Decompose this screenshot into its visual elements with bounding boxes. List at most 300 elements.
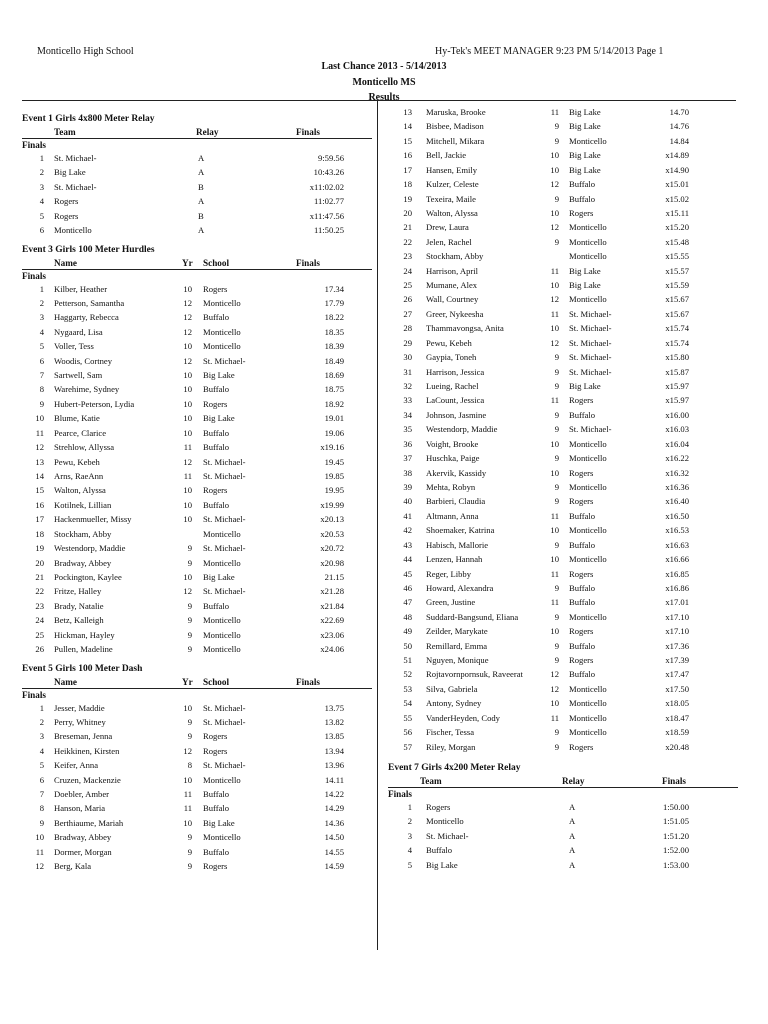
result-row: [22, 600, 372, 614]
cell-mark: 1:51.20: [662, 830, 689, 841]
cell-place: 19: [403, 193, 412, 204]
cell-place: 26: [35, 644, 44, 655]
cell-mark: x22.69: [320, 615, 344, 626]
cell-place: 6: [39, 225, 44, 236]
cell-school: Monticello: [569, 251, 607, 262]
cell-mark: 19.95: [324, 485, 344, 496]
result-row: [22, 224, 372, 238]
result-row: [388, 625, 738, 639]
event-header: [22, 257, 372, 270]
cell-place: 38: [403, 467, 412, 478]
cell-name: Howard, Alexandra: [426, 582, 494, 593]
cell-name: Breseman, Jenna: [54, 731, 113, 742]
cell-yr: 10: [183, 702, 192, 713]
result-row: [388, 467, 738, 481]
school-name: Monticello High School: [37, 46, 134, 57]
cell-team: St. Michael-: [54, 181, 97, 192]
cell-yr: 10: [550, 164, 559, 175]
cell-school: Buffalo: [203, 846, 230, 857]
cell-yr: 9: [554, 381, 559, 392]
cell-name: Gaypia, Toneh: [426, 352, 477, 363]
cell-place: 6: [39, 355, 44, 366]
result-row: [22, 441, 372, 455]
cell-place: 10: [35, 413, 44, 424]
event-title: Event 5 Girls 100 Meter Dash: [22, 663, 143, 674]
result-row: [22, 152, 372, 166]
result-row: [388, 250, 738, 264]
cell-school: Rogers: [569, 741, 594, 752]
cell-name: Berg, Kala: [54, 861, 92, 872]
col-relay: Relay: [196, 127, 219, 137]
cell-place: 23: [403, 251, 412, 262]
event-title: Event 7 Girls 4x200 Meter Relay: [388, 762, 521, 773]
cell-mark: 18.92: [324, 398, 344, 409]
cell-name: Bisbee, Madison: [426, 121, 484, 132]
cell-yr: 9: [554, 640, 559, 651]
cell-mark: x15.80: [665, 352, 689, 363]
cell-mark: x15.20: [665, 222, 689, 233]
cell-yr: 9: [187, 557, 192, 568]
cell-place: 46: [403, 582, 412, 593]
result-row: [388, 149, 738, 163]
cell-mark: x17.10: [665, 626, 689, 637]
cell-mark: 14.11: [324, 774, 344, 785]
cell-name: Thammavongsa, Anita: [426, 323, 504, 334]
result-row: [22, 860, 372, 874]
cell-school: Monticello: [569, 698, 607, 709]
cell-mark: x16.40: [665, 496, 689, 507]
cell-school: St. Michael-: [569, 424, 612, 435]
result-row: [22, 528, 372, 542]
cell-school: Rogers: [569, 568, 594, 579]
cell-name: Heikkinen, Kirsten: [54, 745, 120, 756]
cell-mark: 13.96: [324, 760, 344, 771]
cell-relay: A: [198, 225, 205, 236]
cell-mark: x16.66: [665, 554, 689, 565]
cell-mark: x17.10: [665, 611, 689, 622]
cell-place: 35: [403, 424, 412, 435]
cell-school: St. Michael-: [569, 337, 612, 348]
cell-name: Walton, Alyssa: [54, 485, 106, 496]
cell-mark: 14.59: [324, 861, 344, 872]
cell-place: 52: [403, 669, 412, 680]
cell-yr: 12: [183, 745, 192, 756]
cell-name: Bell, Jackie: [426, 150, 467, 161]
cell-school: Big Lake: [569, 107, 601, 117]
cell-team: Rogers: [54, 210, 79, 221]
results-list: [22, 283, 372, 658]
cell-school: Monticello: [203, 615, 241, 626]
cell-place: 17: [35, 514, 44, 525]
cell-school: Monticello: [569, 611, 607, 622]
cell-yr: 11: [183, 803, 192, 814]
cell-place: 6: [39, 774, 44, 785]
cell-place: 28: [403, 323, 412, 334]
cell-mark: x15.87: [665, 366, 689, 377]
cell-yr: 10: [183, 427, 192, 438]
result-row: [388, 394, 738, 408]
cell-yr: 10: [550, 554, 559, 565]
cell-mark: 14.50: [324, 832, 344, 843]
cell-name: Stockham, Abby: [426, 251, 484, 262]
cell-school: Big Lake: [203, 571, 235, 582]
event-5: [22, 662, 372, 875]
cell-place: 39: [403, 481, 412, 492]
cell-school: Rogers: [569, 626, 594, 637]
cell-name: Fritze, Halley: [54, 586, 102, 597]
cell-place: 14: [403, 121, 412, 132]
result-row: [388, 322, 738, 336]
cell-place: 25: [403, 280, 412, 291]
cell-place: 1: [39, 153, 44, 163]
cell-mark: x15.67: [665, 308, 689, 319]
cell-school: Buffalo: [203, 427, 230, 438]
result-row: [22, 745, 372, 759]
cell-school: Monticello: [203, 326, 241, 337]
cell-place: 15: [403, 135, 412, 146]
section-label: Finals: [388, 788, 412, 799]
cell-mark: x16.03: [665, 424, 689, 435]
cell-place: 22: [35, 586, 44, 597]
cell-name: Voller, Tess: [54, 341, 94, 352]
cell-mark: 13.94: [324, 745, 344, 756]
cell-relay: A: [198, 167, 205, 178]
cell-place: 12: [35, 442, 44, 453]
cell-name: Nguyen, Monique: [426, 655, 489, 666]
result-row: [22, 297, 372, 311]
cell-place: 49: [403, 626, 412, 637]
cell-place: 4: [39, 745, 44, 756]
cell-yr: 9: [554, 236, 559, 247]
cell-yr: 9: [187, 832, 192, 843]
result-row: [388, 844, 738, 858]
cell-mark: x20.48: [665, 741, 689, 752]
cell-mark: 13.85: [324, 731, 344, 742]
cell-school: Rogers: [203, 731, 228, 742]
results-heading: Results: [368, 92, 400, 103]
cell-yr: 9: [554, 352, 559, 363]
cell-mark: x20.98: [320, 557, 344, 568]
cell-yr: 11: [550, 107, 559, 117]
cell-place: 5: [39, 760, 44, 771]
result-row: [22, 166, 372, 180]
cell-name: VanderHeyden, Cody: [426, 712, 500, 723]
cell-mark: x19.99: [320, 499, 344, 510]
cell-place: 2: [39, 716, 44, 727]
cell-place: 24: [35, 615, 44, 626]
cell-relay: A: [569, 845, 576, 856]
cell-name: Jelen, Rachel: [426, 236, 472, 247]
results-list-continued: [388, 106, 738, 755]
cell-place: 5: [39, 210, 44, 221]
cell-name: Maruska, Brooke: [426, 107, 486, 117]
cell-name: Lenzen, Hannah: [426, 554, 483, 565]
cell-place: 57: [403, 741, 412, 752]
cell-name: Pewu, Kebeh: [426, 337, 472, 348]
cell-place: 40: [403, 496, 412, 507]
cell-yr: 10: [550, 280, 559, 291]
cell-name: Pockington, Kaylee: [54, 571, 122, 582]
result-row: [388, 683, 738, 697]
cell-mark: x14.89: [665, 150, 689, 161]
cell-name: Bradway, Abbey: [54, 832, 112, 843]
cell-team: Monticello: [426, 816, 464, 827]
cell-yr: 10: [183, 774, 192, 785]
cell-mark: 21.15: [324, 571, 344, 582]
cell-school: Monticello: [569, 481, 607, 492]
cell-mark: x17.50: [665, 683, 689, 694]
cell-name: Mehta, Robyn: [426, 481, 476, 492]
cell-place: 37: [403, 453, 412, 464]
cell-yr: 9: [554, 366, 559, 377]
cell-school: St. Michael-: [569, 352, 612, 363]
col-finals: Finals: [296, 676, 320, 687]
cell-place: 13: [403, 107, 412, 117]
cell-name: Warehime, Sydney: [54, 384, 120, 395]
cell-place: 8: [39, 803, 44, 814]
cell-mark: x15.48: [665, 236, 689, 247]
cell-yr: 11: [550, 568, 559, 579]
cell-school: Monticello: [569, 554, 607, 565]
cell-team: Big Lake: [426, 859, 458, 870]
cell-yr: 9: [554, 496, 559, 507]
cell-mark: x17.01: [665, 597, 689, 608]
cell-name: Mitchell, Mikara: [426, 135, 485, 146]
cell-yr: 12: [183, 355, 192, 366]
event-3: [22, 243, 372, 658]
cell-name: Pullen, Madeline: [54, 644, 113, 655]
cell-mark: x24.06: [320, 644, 344, 655]
cell-mark: x21.28: [320, 586, 344, 597]
cell-yr: 12: [183, 312, 192, 323]
cell-school: Monticello: [569, 222, 607, 233]
header-rule: [22, 100, 736, 101]
result-row: [22, 817, 372, 831]
cell-team: Big Lake: [54, 167, 86, 178]
cell-place: 13: [35, 456, 44, 467]
cell-place: 4: [39, 196, 44, 207]
cell-mark: 11:02.77: [314, 196, 344, 207]
cell-mark: x18.59: [665, 727, 689, 738]
cell-school: Big Lake: [569, 381, 601, 392]
cell-mark: 10:43.26: [313, 167, 344, 178]
cell-school: Buffalo: [569, 669, 596, 680]
cell-mark: 18.69: [324, 370, 344, 381]
cell-name: Westendorp, Maddie: [54, 543, 126, 554]
cell-place: 26: [403, 294, 412, 305]
result-row: [388, 452, 738, 466]
cell-yr: 11: [550, 510, 559, 521]
meet-venue: Monticello MS: [352, 77, 416, 88]
result-row: [388, 539, 738, 553]
cell-yr: 10: [550, 698, 559, 709]
cell-yr: 12: [550, 669, 559, 680]
cell-yr: 10: [183, 499, 192, 510]
cell-place: 21: [35, 571, 44, 582]
result-row: [388, 409, 738, 423]
result-row: [22, 210, 372, 224]
cell-school: Monticello: [203, 341, 241, 352]
cell-yr: 10: [183, 283, 192, 294]
cell-mark: x15.74: [665, 337, 689, 348]
cell-school: Buffalo: [203, 803, 230, 814]
result-row: [388, 481, 738, 495]
cell-school: Rogers: [203, 398, 228, 409]
col-finals: Finals: [296, 127, 320, 137]
cell-place: 18: [403, 179, 412, 190]
cell-school: St. Michael-: [203, 456, 246, 467]
cell-name: Hansen, Emily: [426, 164, 478, 175]
cell-name: Voight, Brooke: [426, 438, 479, 449]
cell-mark: x16.86: [665, 582, 689, 593]
cell-place: 4: [39, 326, 44, 337]
cell-yr: 10: [183, 571, 192, 582]
cell-school: Big Lake: [569, 280, 601, 291]
cell-relay: B: [198, 181, 204, 192]
cell-school: Rogers: [569, 467, 594, 478]
cell-yr: 9: [187, 629, 192, 640]
cell-place: 14: [35, 471, 44, 482]
cell-place: 43: [403, 539, 412, 550]
cell-school: Big Lake: [569, 164, 601, 175]
cell-name: Perry, Whitney: [54, 716, 106, 727]
cell-place: 34: [403, 409, 412, 420]
cell-place: 18: [35, 528, 44, 539]
cell-school: Buffalo: [569, 193, 596, 204]
cell-place: 7: [39, 789, 44, 800]
cell-mark: x11:47.56: [309, 210, 344, 221]
cell-place: 33: [403, 395, 412, 406]
cell-name: Wall, Courtney: [426, 294, 479, 305]
cell-name: Green, Justine: [426, 597, 476, 608]
cell-mark: 1:53.00: [662, 859, 689, 870]
cell-place: 47: [403, 597, 412, 608]
cell-yr: 10: [183, 398, 192, 409]
cell-school: Buffalo: [203, 312, 230, 323]
cell-place: 44: [403, 554, 412, 565]
cell-school: Big Lake: [203, 413, 235, 424]
section-label: Finals: [22, 689, 46, 700]
column-divider: [377, 100, 378, 950]
cell-yr: 9: [187, 846, 192, 857]
cell-mark: 17.79: [324, 297, 344, 308]
result-row: [22, 585, 372, 599]
cell-yr: 9: [187, 615, 192, 626]
result-row: [22, 470, 372, 484]
cell-name: Nygaard, Lisa: [54, 326, 103, 337]
cell-place: 30: [403, 352, 412, 363]
cell-name: Riley, Morgan: [426, 741, 476, 752]
cell-school: Big Lake: [203, 817, 235, 828]
cell-name: Reger, Libby: [426, 568, 471, 579]
cell-mark: 19.06: [324, 427, 344, 438]
cell-school: Big Lake: [203, 370, 235, 381]
cell-mark: x15.01: [665, 179, 689, 190]
result-row: [22, 456, 372, 470]
cell-yr: 10: [183, 384, 192, 395]
cell-school: Buffalo: [569, 409, 596, 420]
cell-relay: A: [198, 196, 205, 207]
cell-mark: 19.45: [324, 456, 344, 467]
cell-mark: x15.97: [665, 395, 689, 406]
result-row: [388, 423, 738, 437]
cell-school: Rogers: [569, 655, 594, 666]
cell-yr: 8: [187, 760, 192, 771]
cell-name: Hanson, Maria: [54, 803, 106, 814]
cell-relay: A: [569, 816, 576, 827]
cell-school: St. Michael-: [203, 514, 246, 525]
col-relay: Relay: [562, 775, 585, 786]
cell-mark: x18.05: [665, 698, 689, 709]
cell-place: 50: [403, 640, 412, 651]
result-row: [22, 614, 372, 628]
result-row: [388, 668, 738, 682]
cell-yr: 10: [183, 485, 192, 496]
cell-school: Monticello: [569, 294, 607, 305]
col-yr: Yr: [182, 676, 193, 687]
cell-yr: 9: [554, 611, 559, 622]
result-row: [388, 611, 738, 625]
cell-place: 15: [35, 485, 44, 496]
result-row: [388, 207, 738, 221]
col-finals: Finals: [662, 775, 686, 786]
cell-mark: x20.53: [320, 528, 344, 539]
cell-place: 16: [403, 150, 412, 161]
cell-place: 12: [35, 861, 44, 872]
cell-school: Monticello: [569, 135, 607, 146]
cell-school: Rogers: [203, 861, 228, 872]
cell-place: 1: [407, 801, 412, 812]
cell-place: 5: [39, 341, 44, 352]
cell-yr: 9: [187, 861, 192, 872]
section-label: Finals: [22, 270, 46, 281]
cell-mark: x17.39: [665, 655, 689, 666]
event-header: [388, 775, 738, 788]
cell-yr: 9: [554, 481, 559, 492]
cell-name: Habisch, Mallorie: [426, 539, 489, 550]
result-row: [388, 337, 738, 351]
cell-place: 9: [39, 398, 44, 409]
col-school: School: [203, 257, 230, 268]
cell-team: St. Michael-: [426, 830, 469, 841]
cell-name: Walton, Alyssa: [426, 207, 478, 218]
col-school: School: [203, 676, 230, 687]
cell-team: Rogers: [426, 801, 451, 812]
cell-mark: 18.75: [324, 384, 344, 395]
result-row: [22, 195, 372, 209]
cell-name: Woodis, Cortney: [54, 355, 113, 366]
result-row: [22, 846, 372, 860]
cell-name: Arns, RaeAnn: [54, 471, 104, 482]
cell-name: Akervik, Kassidy: [426, 467, 487, 478]
cell-place: 3: [39, 181, 44, 192]
result-row: [22, 355, 372, 369]
cell-mark: 14.22: [324, 789, 344, 800]
section-label: Finals: [22, 140, 46, 150]
cell-yr: 12: [550, 683, 559, 694]
result-row: [388, 712, 738, 726]
results-list: [22, 152, 372, 239]
col-name: Name: [54, 257, 77, 268]
cell-name: Pewu, Kebeh: [54, 456, 100, 467]
cell-place: 24: [403, 265, 412, 276]
cell-school: St. Michael-: [203, 471, 246, 482]
cell-name: Hubert-Peterson, Lydia: [54, 398, 135, 409]
cell-yr: 11: [183, 442, 192, 453]
cell-school: Buffalo: [203, 384, 230, 395]
cell-place: 31: [403, 366, 412, 377]
cell-place: 4: [407, 845, 412, 856]
